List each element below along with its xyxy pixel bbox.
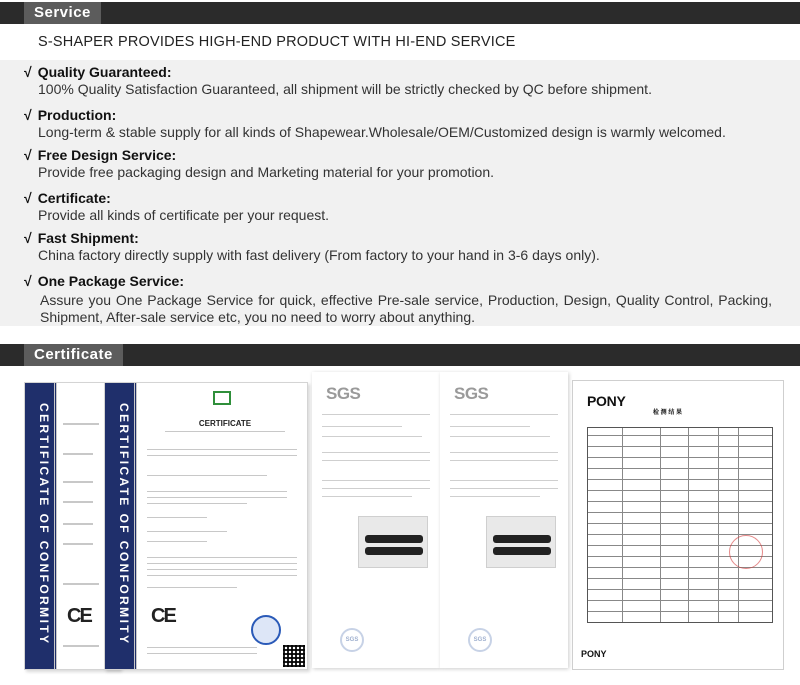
pony-test-report bbox=[572, 380, 784, 670]
ce-certificate-title: CERTIFICATE bbox=[198, 419, 252, 428]
sgs-report-2 bbox=[440, 372, 568, 668]
qr-code bbox=[283, 645, 305, 667]
check-icon: √ bbox=[24, 190, 32, 206]
service-item-desc: Assure you One Package Service for quick, effective Pre-sale service, Production, Design, Quality Control, Packing, Shipment, After-sale service etc, you no need to worry about anything. bbox=[40, 292, 772, 325]
service-item-certificate bbox=[24, 190, 784, 224]
service-item-desc: Long-term & stable supply for all kinds of Shapewear.Wholesale/OEM/Customized design is warmly welcomed. bbox=[38, 124, 726, 140]
ce-band-text: CERTIFICATE OF CONFORMITY bbox=[117, 403, 131, 646]
service-item-title: One Package Service: bbox=[37, 273, 184, 289]
service-item-title: Certificate: bbox=[37, 190, 111, 206]
service-item-fast-shipment bbox=[24, 230, 784, 264]
service-item-desc: China factory directly supply with fast delivery (From factory to your hand in 3-6 days only). bbox=[38, 247, 600, 263]
service-item-title: Quality Guaranteed: bbox=[37, 64, 172, 80]
ce-certificate-front bbox=[104, 382, 308, 670]
test-results-table bbox=[587, 427, 773, 623]
pony-table-title: 检 测 结 果 bbox=[653, 410, 683, 416]
service-section-header bbox=[0, 2, 800, 24]
service-item-title: Free Design Service: bbox=[37, 147, 177, 163]
service-item-free-design bbox=[24, 147, 784, 181]
service-tab: Service bbox=[24, 2, 101, 24]
service-item-desc: Provide all kinds of certificate per your request. bbox=[38, 207, 330, 223]
certificate-gallery bbox=[0, 370, 800, 670]
sgs-logo: SGS bbox=[326, 384, 361, 403]
service-item-one-package bbox=[24, 273, 784, 326]
product-photo bbox=[358, 516, 428, 568]
check-icon: √ bbox=[24, 147, 32, 163]
certificate-section-header bbox=[0, 344, 800, 366]
lcs-logo bbox=[213, 391, 231, 405]
check-icon: √ bbox=[24, 273, 32, 289]
ce-mark: CE bbox=[67, 605, 91, 627]
service-item-title: Production: bbox=[37, 107, 117, 123]
service-item-title: Fast Shipment: bbox=[37, 230, 139, 246]
product-photo bbox=[486, 516, 556, 568]
ce-mark: CE bbox=[151, 605, 175, 627]
sgs-stamp: SGS bbox=[468, 628, 492, 652]
sgs-report-1 bbox=[312, 372, 440, 668]
red-seal bbox=[729, 535, 763, 569]
ce-band bbox=[105, 383, 137, 669]
service-item-quality bbox=[24, 64, 784, 98]
pony-logo: PONY bbox=[587, 393, 626, 409]
ce-band bbox=[25, 383, 57, 669]
service-item-production bbox=[24, 107, 784, 141]
service-headline-row bbox=[0, 24, 800, 60]
service-item-desc: Provide free packaging design and Marketing material for your promotion. bbox=[38, 164, 495, 180]
service-item-desc: 100% Quality Satisfaction Guaranteed, all shipment will be strictly checked by QC before shipment. bbox=[38, 81, 652, 97]
pony-footer-logo: PONY bbox=[581, 649, 607, 659]
certificate-tab: Certificate bbox=[24, 344, 123, 366]
sgs-stamp: SGS bbox=[340, 628, 364, 652]
check-icon: √ bbox=[24, 230, 32, 246]
check-icon: √ bbox=[24, 64, 32, 80]
service-headline: S-SHAPER PROVIDES HIGH-END PRODUCT WITH HI-END SERVICE bbox=[38, 34, 516, 50]
service-panel bbox=[0, 24, 800, 326]
blue-seal bbox=[251, 615, 281, 645]
sgs-logo: SGS bbox=[454, 384, 489, 403]
ce-band-text: CERTIFICATE OF CONFORMITY bbox=[37, 403, 51, 646]
check-icon: √ bbox=[24, 107, 32, 123]
